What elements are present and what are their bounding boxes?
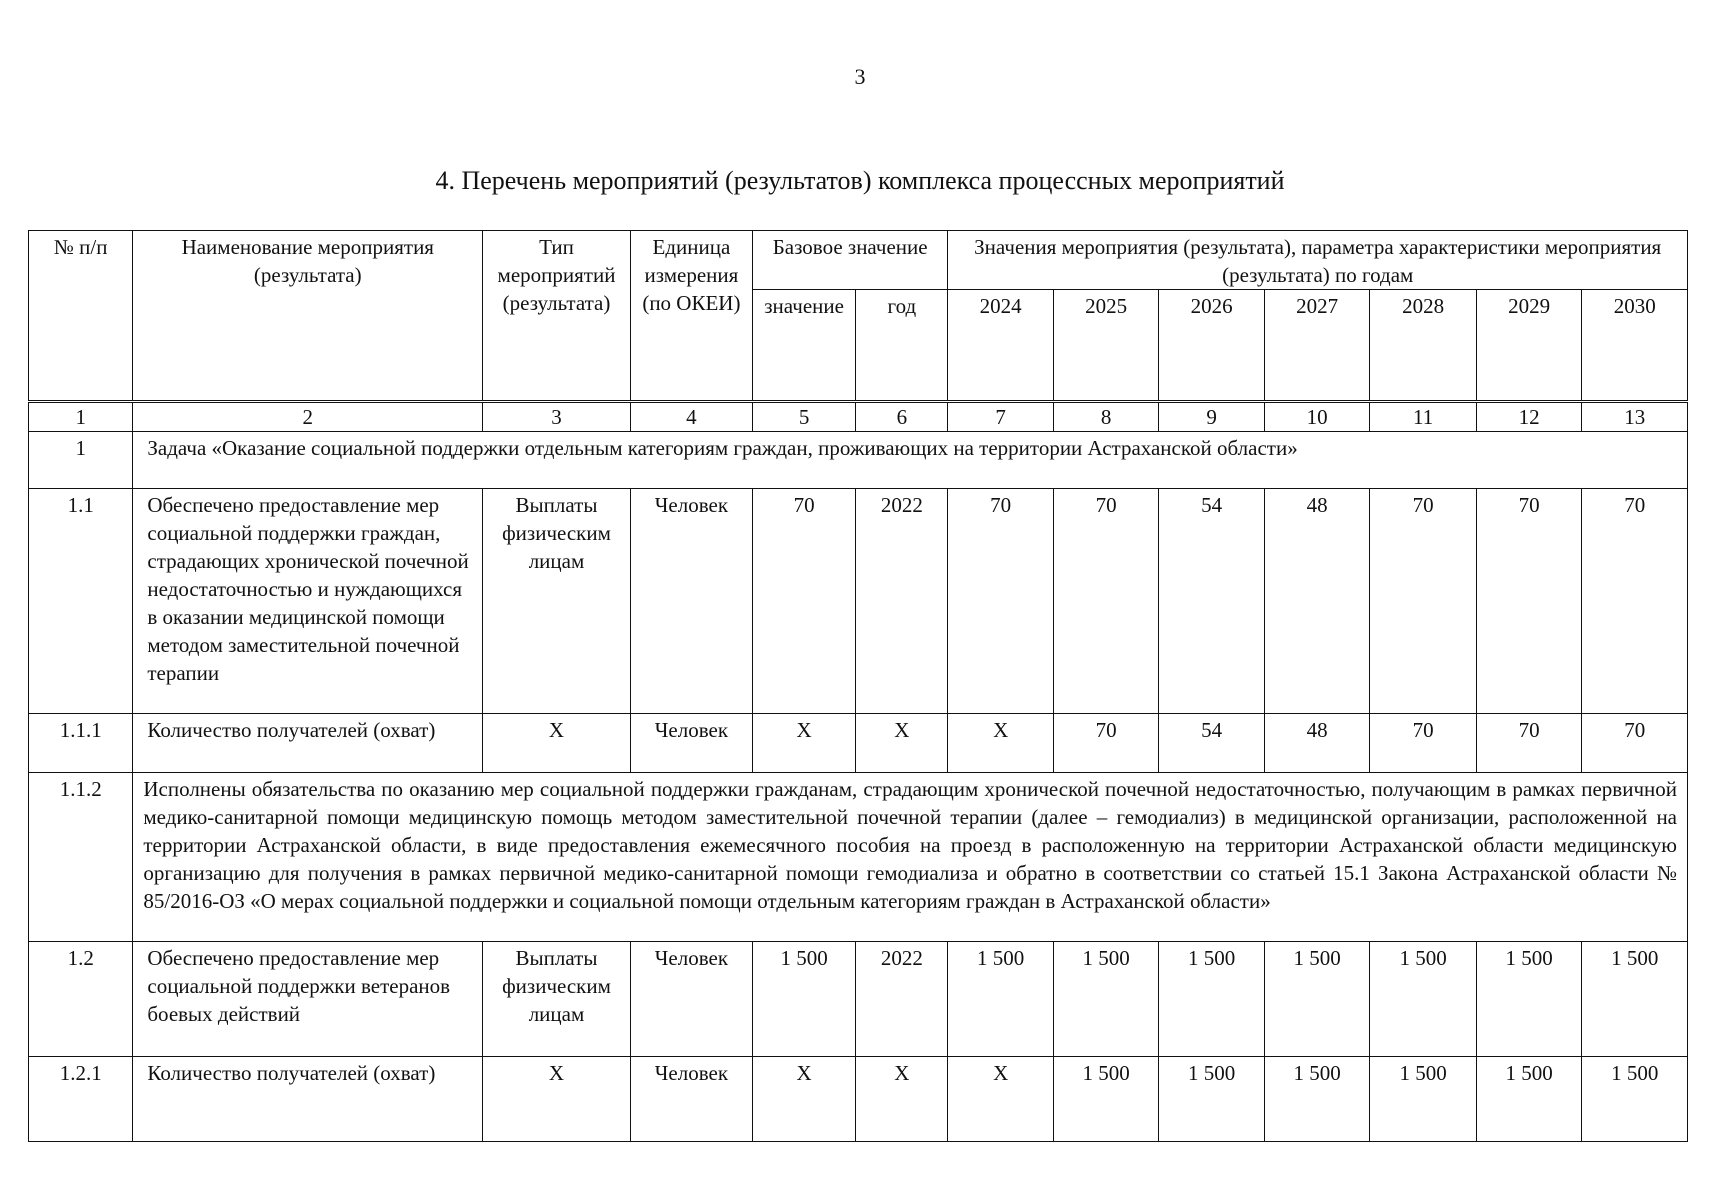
row-value: 54 bbox=[1159, 714, 1264, 773]
column-number: 7 bbox=[948, 402, 1053, 432]
row-value: X bbox=[948, 714, 1053, 773]
row-type: Выплаты физическим лицам bbox=[483, 489, 631, 714]
row-value: 1 500 bbox=[1264, 942, 1369, 1057]
header-year: 2028 bbox=[1370, 290, 1477, 402]
row-base-value: 70 bbox=[752, 489, 855, 714]
row-value: 1 500 bbox=[1053, 1057, 1158, 1142]
row-value: 1 500 bbox=[1476, 1057, 1581, 1142]
column-number: 2 bbox=[133, 402, 483, 432]
row-value: 70 bbox=[1582, 714, 1688, 773]
row-value: 1 500 bbox=[1476, 942, 1581, 1057]
row-value: 70 bbox=[1370, 489, 1477, 714]
header-year: 2025 bbox=[1053, 290, 1158, 402]
row-value: 70 bbox=[948, 489, 1053, 714]
page-title: 4. Перечень мероприятий (результатов) комплекса процессных мероприятий bbox=[435, 166, 1285, 195]
note-num: 1.1.2 bbox=[29, 773, 133, 942]
row-value: 48 bbox=[1264, 714, 1369, 773]
header-values-by-year: Значения мероприятия (результата), параметра характеристики мероприятия (результата) по годам bbox=[948, 231, 1688, 290]
row-name: Количество получателей (охват) bbox=[133, 714, 483, 773]
table-row bbox=[29, 942, 1688, 1057]
page-number: 3 bbox=[854, 64, 866, 89]
column-number: 6 bbox=[856, 402, 948, 432]
row-unit: Человек bbox=[630, 942, 752, 1057]
row-value: 70 bbox=[1476, 714, 1581, 773]
header-type: Тип мероприятий (результата) bbox=[483, 231, 631, 402]
measures-table bbox=[28, 230, 1688, 1142]
task-text: Задача «Оказание социальной поддержки отдельным категориям граждан, проживающих на территории Астраханской области» bbox=[133, 432, 1688, 489]
row-num: 1.2.1 bbox=[29, 1057, 133, 1142]
table-row bbox=[29, 1057, 1688, 1142]
row-name: Обеспечено предоставление мер социальной поддержки ветеранов боевых действий bbox=[133, 942, 483, 1057]
column-number: 4 bbox=[630, 402, 752, 432]
column-number: 3 bbox=[483, 402, 631, 432]
row-base-year: 2022 bbox=[856, 942, 948, 1057]
table-row bbox=[29, 714, 1688, 773]
column-number: 5 bbox=[752, 402, 855, 432]
row-type: X bbox=[483, 714, 631, 773]
column-number: 13 bbox=[1582, 402, 1688, 432]
row-value: 1 500 bbox=[1370, 1057, 1477, 1142]
row-type: Выплаты физическим лицам bbox=[483, 942, 631, 1057]
header-base-year: год bbox=[856, 290, 948, 402]
row-value: 1 500 bbox=[1053, 942, 1158, 1057]
header-year: 2027 bbox=[1264, 290, 1369, 402]
header-year: 2024 bbox=[948, 290, 1053, 402]
header-year: 2030 bbox=[1582, 290, 1688, 402]
row-name: Обеспечено предоставление мер социальной поддержки граждан, страдающих хронической почечной недостаточностью и нуждающихся в оказании медицинской помощи методом заместительной почечной терапии bbox=[133, 489, 483, 714]
row-value: 48 bbox=[1264, 489, 1369, 714]
row-name: Количество получателей (охват) bbox=[133, 1057, 483, 1142]
row-base-year: X bbox=[856, 1057, 948, 1142]
header-num: № п/п bbox=[29, 231, 133, 402]
row-unit: Человек bbox=[630, 714, 752, 773]
task-num: 1 bbox=[29, 432, 133, 489]
column-number-row bbox=[29, 402, 1688, 432]
row-num: 1.1 bbox=[29, 489, 133, 714]
row-value: X bbox=[948, 1057, 1053, 1142]
header-year: 2026 bbox=[1159, 290, 1264, 402]
column-number: 9 bbox=[1159, 402, 1264, 432]
header-base-value: значение bbox=[752, 290, 855, 402]
row-value: 1 500 bbox=[1264, 1057, 1369, 1142]
row-value: 70 bbox=[1370, 714, 1477, 773]
row-base-value: X bbox=[752, 714, 855, 773]
note-text: Исполнены обязательства по оказанию мер социальной поддержки гражданам, страдающим хронической почечной недостаточностью, получающим в рамках первичной медико-санитарной помощи медицинскую помощь методом заместительной почечной терапии (далее – гемодиализ) в медицинской организации, расположенной на территории Астраханской области, в виде предоставления ежемесячного пособия на проезд в расположенную на территории Астраханской области медицинскую организацию для получения в рамках первичной медико-санитарной помощи гемодиализа и обратно в соответствии со статьей 15.1 Закона Астраханской области № 85/2016-ОЗ «О мерах социальной поддержки и социальной помощи отдельным категориям граждан в Астраханской области» bbox=[133, 773, 1688, 942]
header-year: 2029 bbox=[1476, 290, 1581, 402]
header-base: Базовое значение bbox=[752, 231, 947, 290]
row-base-year: X bbox=[856, 714, 948, 773]
header-unit: Единица измерения (по ОКЕИ) bbox=[630, 231, 752, 402]
column-number: 8 bbox=[1053, 402, 1158, 432]
header-row bbox=[29, 231, 1688, 290]
column-number: 12 bbox=[1476, 402, 1581, 432]
row-value: 70 bbox=[1053, 714, 1158, 773]
table-row bbox=[29, 489, 1688, 714]
row-value: 1 500 bbox=[1582, 1057, 1688, 1142]
row-unit: Человек bbox=[630, 1057, 752, 1142]
column-number: 10 bbox=[1264, 402, 1369, 432]
column-number: 1 bbox=[29, 402, 133, 432]
row-base-value: 1 500 bbox=[752, 942, 855, 1057]
row-num: 1.1.1 bbox=[29, 714, 133, 773]
row-value: 54 bbox=[1159, 489, 1264, 714]
row-value: 70 bbox=[1582, 489, 1688, 714]
row-value: 1 500 bbox=[1582, 942, 1688, 1057]
row-value: 1 500 bbox=[1159, 942, 1264, 1057]
row-num: 1.2 bbox=[29, 942, 133, 1057]
task-row bbox=[29, 432, 1688, 489]
row-value: 1 500 bbox=[1370, 942, 1477, 1057]
row-base-value: X bbox=[752, 1057, 855, 1142]
row-unit: Человек bbox=[630, 489, 752, 714]
row-value: 70 bbox=[1476, 489, 1581, 714]
note-row bbox=[29, 773, 1688, 942]
row-base-year: 2022 bbox=[856, 489, 948, 714]
header-name: Наименование мероприятия (результата) bbox=[133, 231, 483, 402]
row-value: 70 bbox=[1053, 489, 1158, 714]
row-value: 1 500 bbox=[1159, 1057, 1264, 1142]
column-number: 11 bbox=[1370, 402, 1477, 432]
row-value: 1 500 bbox=[948, 942, 1053, 1057]
row-type: X bbox=[483, 1057, 631, 1142]
